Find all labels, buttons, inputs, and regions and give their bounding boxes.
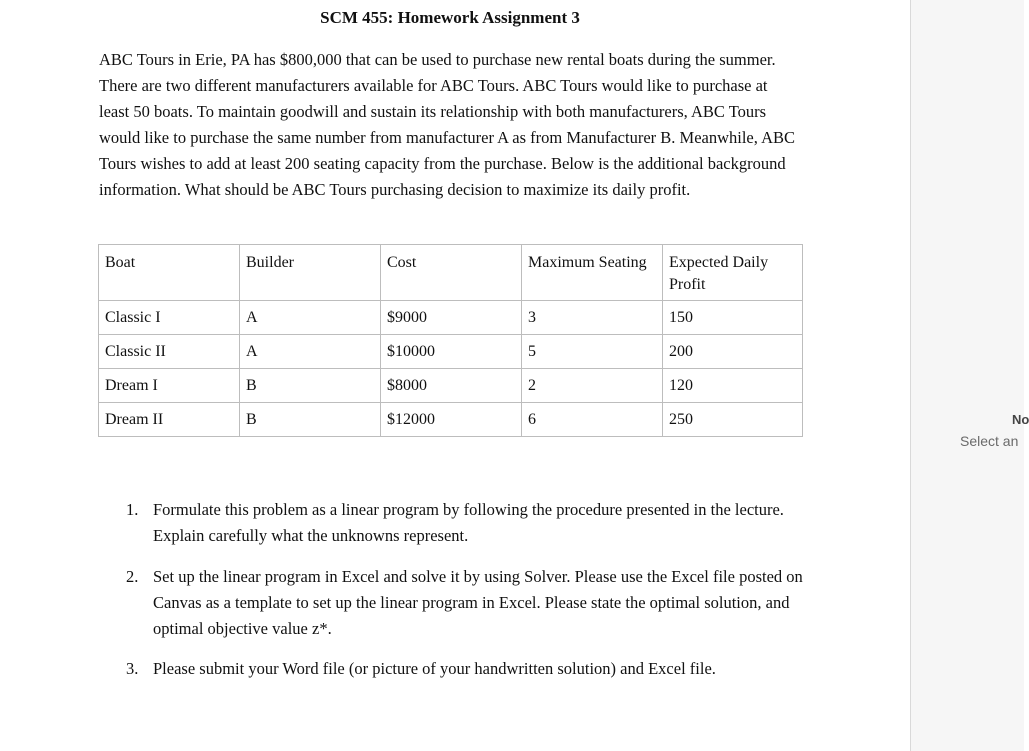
side-panel-title: No xyxy=(1012,412,1029,427)
question-number: 1. xyxy=(126,500,139,519)
table-row xyxy=(99,403,803,437)
page-title: SCM 455: Homework Assignment 3 xyxy=(320,8,580,27)
table-row xyxy=(99,369,803,403)
cell-cost: $9000 xyxy=(381,301,522,335)
cell-profit: 200 xyxy=(663,335,803,369)
question-number: 3. xyxy=(126,659,139,678)
header-expected-profit: Expected Daily Profit xyxy=(663,245,803,301)
cell-seating: 3 xyxy=(522,301,663,335)
table-row xyxy=(99,335,803,369)
question-text: Formulate this problem as a linear program by following the procedure presented in the lecture. Explain carefully what the unknowns represent. xyxy=(153,500,784,545)
cell-boat: Classic II xyxy=(99,335,240,369)
table-row xyxy=(99,301,803,335)
cell-seating: 2 xyxy=(522,369,663,403)
boats-table xyxy=(98,244,803,437)
cell-cost: $12000 xyxy=(381,403,522,437)
question-item xyxy=(126,564,806,642)
question-text: Please submit your Word file (or picture of your handwritten solution) and Excel file. xyxy=(153,659,716,678)
header-max-seating: Maximum Seating xyxy=(522,245,663,301)
cell-cost: $8000 xyxy=(381,369,522,403)
table-header-row xyxy=(99,245,803,301)
header-boat: Boat xyxy=(99,245,240,301)
side-panel xyxy=(910,0,1029,751)
question-text: Set up the linear program in Excel and solve it by using Solver. Please use the Excel file posted on Canvas as a template to set up the linear program in Excel. Please state the optimal solution, and optimal objective value z*. xyxy=(153,567,803,638)
side-panel-subtitle: Select an xyxy=(960,433,1019,449)
cell-boat: Dream I xyxy=(99,369,240,403)
question-item xyxy=(126,497,806,549)
cell-builder: A xyxy=(240,301,381,335)
cell-builder: B xyxy=(240,403,381,437)
cell-seating: 5 xyxy=(522,335,663,369)
cell-profit: 250 xyxy=(663,403,803,437)
intro-paragraph: ABC Tours in Erie, PA has $800,000 that can be used to purchase new rental boats during the summer. There are two different manufacturers available for ABC Tours. ABC Tours would like to purchase at least 50 boats. To maintain goodwill and sustain its relationship with both manufacturers, ABC Tours would like to purchase the same number from manufacturer A as from Manufacturer B. Meanwhile, ABC Tours wishes to add at least 200 seating capacity from the purchase. Below is the additional background information. What should be ABC Tours purchasing decision to maximize its daily profit. xyxy=(99,50,796,199)
cell-cost: $10000 xyxy=(381,335,522,369)
question-item xyxy=(126,656,806,682)
cell-seating: 6 xyxy=(522,403,663,437)
cell-profit: 120 xyxy=(663,369,803,403)
header-cost: Cost xyxy=(381,245,522,301)
cell-builder: A xyxy=(240,335,381,369)
cell-profit: 150 xyxy=(663,301,803,335)
cell-boat: Dream II xyxy=(99,403,240,437)
cell-builder: B xyxy=(240,369,381,403)
header-builder: Builder xyxy=(240,245,381,301)
cell-boat: Classic I xyxy=(99,301,240,335)
question-number: 2. xyxy=(126,567,139,586)
